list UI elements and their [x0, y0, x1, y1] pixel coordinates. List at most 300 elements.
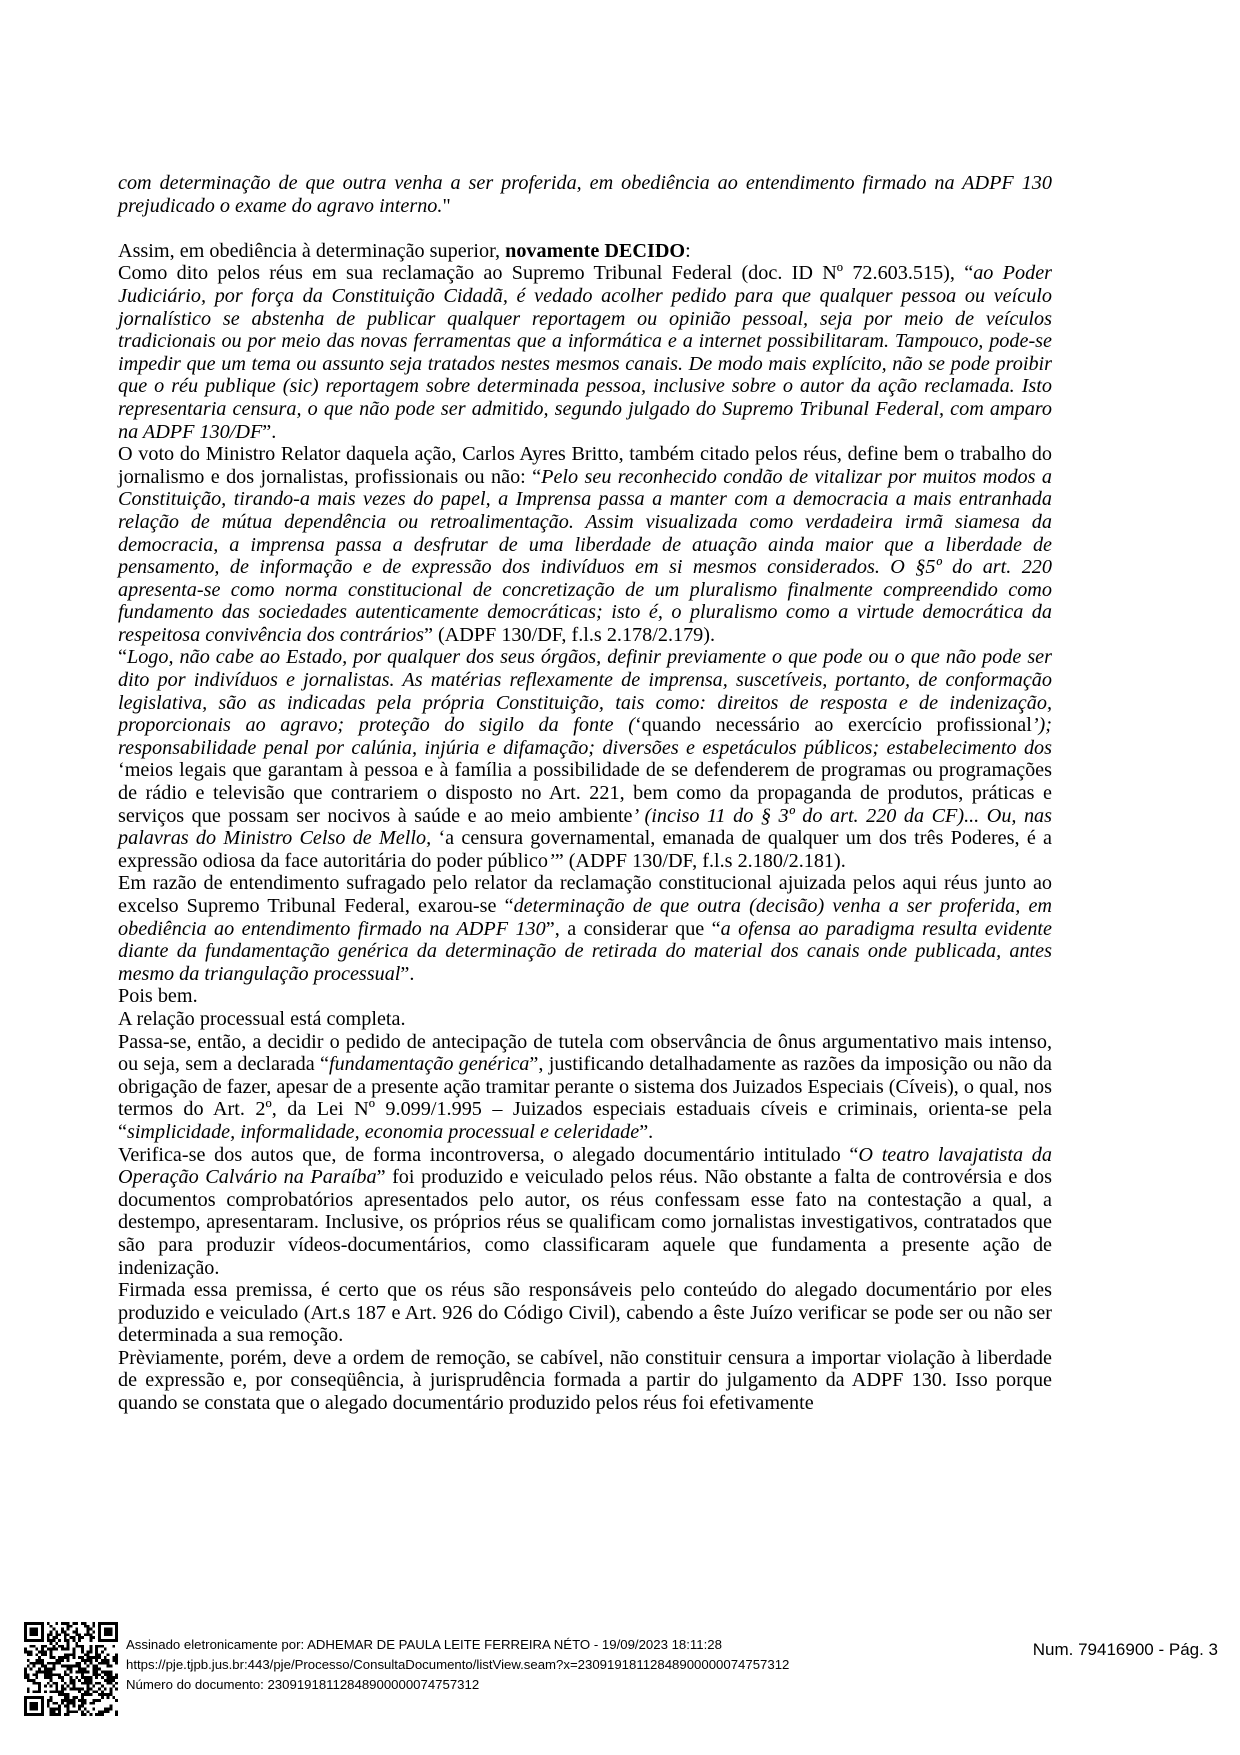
qr-module — [81, 1713, 84, 1716]
qr-module — [84, 1653, 87, 1656]
signature-footer — [126, 1635, 789, 1695]
qr-module — [61, 1699, 64, 1702]
qr-module — [109, 1665, 112, 1668]
qr-module — [72, 1710, 75, 1713]
qr-module — [33, 1696, 36, 1699]
qr-module — [70, 1682, 73, 1685]
qr-module — [84, 1633, 87, 1636]
qr-module — [98, 1713, 101, 1716]
qr-module — [72, 1685, 75, 1688]
qr-module — [47, 1622, 50, 1625]
qr-module — [112, 1639, 115, 1642]
qr-module — [115, 1631, 118, 1634]
qr-module — [33, 1662, 36, 1665]
qr-module — [95, 1648, 98, 1651]
qr-module — [70, 1699, 73, 1702]
qr-module — [72, 1639, 75, 1642]
qr-module — [24, 1710, 27, 1713]
qr-module — [87, 1628, 90, 1631]
qr-module — [35, 1633, 38, 1636]
document-url-link[interactable]: https://pje.tjpb.jus.br:443/pje/Processo/ConsultaDocumento/listView.seam?x=23091918112848900000074757312 — [126, 1657, 790, 1672]
qr-module — [52, 1656, 55, 1659]
qr-module — [87, 1665, 90, 1668]
qr-module — [35, 1696, 38, 1699]
qr-module — [24, 1648, 27, 1651]
qr-module — [109, 1670, 112, 1673]
qr-module — [75, 1631, 78, 1634]
qr-module — [64, 1648, 67, 1651]
qr-module — [84, 1625, 87, 1628]
qr-module — [115, 1633, 118, 1636]
qr-module — [27, 1665, 30, 1668]
qr-module — [50, 1662, 53, 1665]
qr-module — [109, 1682, 112, 1685]
qr-module — [104, 1710, 107, 1713]
qr-module — [38, 1682, 41, 1685]
qr-module — [115, 1713, 118, 1716]
qr-module — [70, 1710, 73, 1713]
qr-module — [67, 1710, 70, 1713]
qr-module — [44, 1676, 47, 1679]
qr-module — [67, 1673, 70, 1676]
paragraph-relator-understanding: Em razão de entendimento sufragado pelo relator da reclamação constitucional ajuizada pelos aqui réus junto ao excelso Supremo Tribunal Federal, exarou-se “determinação de que outra (decisão) venha a ser proferida, em obediência ao entendimento firmado na ADPF 130”, a considerar que “a ofensa ao paradigma resulta evidente diante da fundamentação genérica da determinação de retirada do material dos canais onde publicada, antes mesmo da triangulação processual”. — [118, 872, 1053, 985]
qr-module — [84, 1659, 87, 1662]
qr-module — [81, 1659, 84, 1662]
qr-module — [115, 1625, 118, 1628]
qr-module — [55, 1631, 58, 1634]
qr-module — [24, 1628, 27, 1631]
qr-module — [44, 1665, 47, 1668]
qr-module — [112, 1685, 115, 1688]
qr-module — [35, 1631, 38, 1634]
qr-module — [87, 1631, 90, 1634]
qr-module — [101, 1645, 104, 1648]
qr-module — [35, 1622, 38, 1625]
qr-module — [30, 1628, 33, 1631]
qr-module — [81, 1705, 84, 1708]
qr-module — [107, 1693, 110, 1696]
qr-module — [41, 1662, 44, 1665]
qr-module — [78, 1679, 81, 1682]
qr-module — [64, 1656, 67, 1659]
qr-module — [64, 1670, 67, 1673]
qr-module — [95, 1653, 98, 1656]
qr-module — [41, 1636, 44, 1639]
qr-module — [112, 1659, 115, 1662]
qr-module — [64, 1633, 67, 1636]
paragraph-relation-complete: A relação processual está completa. — [118, 1007, 406, 1030]
qr-module — [33, 1702, 36, 1705]
qr-module — [35, 1676, 38, 1679]
qr-module — [72, 1665, 75, 1668]
qr-module — [35, 1659, 38, 1662]
qr-module — [61, 1645, 64, 1648]
qr-module — [109, 1622, 112, 1625]
qr-module — [81, 1699, 84, 1702]
qr-module — [35, 1662, 38, 1665]
qr-module — [98, 1653, 101, 1656]
qr-module — [58, 1713, 61, 1716]
signed-by-line: Assinado eletronicamente por: ADHEMAR DE PAULA LEITE FERREIRA NÉTO - 19/09/2023 18:11:28 — [126, 1637, 722, 1652]
qr-module — [75, 1688, 78, 1691]
qr-module — [67, 1699, 70, 1702]
qr-module — [92, 1690, 95, 1693]
qr-module — [104, 1662, 107, 1665]
qr-module — [90, 1650, 93, 1653]
qr-module — [87, 1693, 90, 1696]
qr-module — [75, 1645, 78, 1648]
qr-module — [41, 1699, 44, 1702]
qr-module — [67, 1648, 70, 1651]
qr-module — [109, 1679, 112, 1682]
qr-module — [38, 1662, 41, 1665]
qr-module — [24, 1625, 27, 1628]
qr-module — [58, 1645, 61, 1648]
qr-module — [24, 1631, 27, 1634]
qr-module — [78, 1662, 81, 1665]
qr-module — [47, 1648, 50, 1651]
qr-module — [112, 1656, 115, 1659]
qr-module — [81, 1673, 84, 1676]
qr-module — [27, 1653, 30, 1656]
qr-module — [41, 1628, 44, 1631]
qr-module — [35, 1702, 38, 1705]
qr-module — [98, 1639, 101, 1642]
qr-module — [41, 1650, 44, 1653]
paragraph-reclamation-quote: Como dito pelos réus em sua reclamação ao Supremo Tribunal Federal (doc. ID Nº 72.603.515), “ao Poder Judiciário, por força da Constituição Cidadã, é vedado acolher pedido para que qualquer pessoa ou veículo jornalístico se abstenha de publicar qualquer reportagem ou opinião pessoal, seja por meio de veículos tradicionais ou por meio das novas ferramentas que a informática e a internet possibilitaram. Tampouco, pode-se impedir que um tema ou assunto seja tratados nestes mesmos canais. De modo mais explícito, não se pode proibir que o réu publique (sic) reportagem sobre determinada pessoa, inclusive sobre o autor da ação reclamada. Isto representaria censura, o que não pode ser admitido, segundo julgado do Supremo Tribunal Federal, com amparo na ADPF 130/DF”. — [118, 262, 1053, 443]
qr-module — [38, 1622, 41, 1625]
qr-module — [61, 1659, 64, 1662]
qr-module — [90, 1659, 93, 1662]
qr-module — [44, 1650, 47, 1653]
qr-module — [107, 1679, 110, 1682]
qr-module — [61, 1622, 64, 1625]
qr-module — [75, 1642, 78, 1645]
qr-module — [104, 1673, 107, 1676]
qr-module — [90, 1679, 93, 1682]
qr-module — [30, 1707, 33, 1710]
qr-module — [81, 1622, 84, 1625]
qr-module — [101, 1696, 104, 1699]
qr-module — [84, 1670, 87, 1673]
qr-module — [72, 1702, 75, 1705]
qr-module — [107, 1639, 110, 1642]
qr-module — [35, 1653, 38, 1656]
qr-module — [24, 1702, 27, 1705]
qr-module — [92, 1699, 95, 1702]
qr-module — [47, 1676, 50, 1679]
qr-module — [55, 1713, 58, 1716]
qr-module — [52, 1713, 55, 1716]
qr-module — [58, 1639, 61, 1642]
qr-module — [55, 1642, 58, 1645]
qr-module — [78, 1668, 81, 1671]
qr-module — [24, 1636, 27, 1639]
qr-module — [41, 1702, 44, 1705]
qr-module — [30, 1639, 33, 1642]
qr-module — [95, 1676, 98, 1679]
qr-module — [30, 1645, 33, 1648]
qr-module — [98, 1656, 101, 1659]
qr-module — [90, 1662, 93, 1665]
qr-module — [35, 1639, 38, 1642]
qr-module — [33, 1645, 36, 1648]
qr-module — [81, 1648, 84, 1651]
qr-module — [115, 1662, 118, 1665]
qr-module — [38, 1713, 41, 1716]
qr-module — [47, 1682, 50, 1685]
qr-module — [50, 1690, 53, 1693]
qr-module — [61, 1693, 64, 1696]
qr-module — [115, 1659, 118, 1662]
qr-module — [101, 1639, 104, 1642]
qr-module — [50, 1679, 53, 1682]
qr-module — [78, 1707, 81, 1710]
page-number-label: Num. 79416900 - Pág. 3 — [1032, 1640, 1218, 1659]
document-number-line: Número do documento: 23091918112848900000074757312 — [126, 1677, 480, 1692]
qr-module — [44, 1670, 47, 1673]
qr-module — [70, 1679, 73, 1682]
qr-module — [38, 1690, 41, 1693]
qr-module — [90, 1656, 93, 1659]
qr-module — [70, 1665, 73, 1668]
qr-module — [67, 1639, 70, 1642]
qr-module — [84, 1690, 87, 1693]
qr-module — [72, 1682, 75, 1685]
qr-module — [47, 1702, 50, 1705]
qr-module — [98, 1699, 101, 1702]
qr-module — [50, 1699, 53, 1702]
qr-module — [92, 1673, 95, 1676]
qr-module — [67, 1702, 70, 1705]
qr-module — [38, 1668, 41, 1671]
qr-module — [50, 1707, 53, 1710]
qr-module — [109, 1690, 112, 1693]
qr-module — [35, 1713, 38, 1716]
qr-module — [104, 1639, 107, 1642]
qr-module — [47, 1668, 50, 1671]
qr-module — [95, 1659, 98, 1662]
qr-module — [109, 1673, 112, 1676]
qr-module — [72, 1648, 75, 1651]
qr-module — [47, 1699, 50, 1702]
qr-module — [44, 1668, 47, 1671]
qr-module — [107, 1673, 110, 1676]
qr-module — [92, 1656, 95, 1659]
qr-module — [75, 1665, 78, 1668]
qr-module — [109, 1707, 112, 1710]
qr-module — [81, 1670, 84, 1673]
qr-module — [95, 1665, 98, 1668]
qr-module — [52, 1702, 55, 1705]
qr-module — [107, 1633, 110, 1636]
qr-module — [67, 1685, 70, 1688]
qr-module — [101, 1622, 104, 1625]
qr-module — [72, 1650, 75, 1653]
qr-module — [75, 1696, 78, 1699]
qr-module — [30, 1631, 33, 1634]
qr-module — [104, 1622, 107, 1625]
qr-module — [44, 1645, 47, 1648]
paragraph-minister-vote: O voto do Ministro Relator daquela ação, Carlos Ayres Britto, também citado pelos réus, define bem o trabalho do jornalismo e dos jornalistas, profissionais ou não: “Pelo seu reconhecido condão de vitalizar por muitos modos a Constituição, tirando-a mais vezes do papel, a Imprensa passa a manter com a democracia a mais entranhada relação de mútua dependência ou retroalimentação. Assim visualizada como verdadeira irmã siamesa da democracia, a imprensa passa a desfrutar de uma liberdade de atuação ainda maior que a liberdade de pensamento, de informação e de expressão dos indivíduos em si mesmos considerados. O §5º do art. 220 apresenta-se como norma constitucional de concretização de um pluralismo finalmente compreendido como fundamento das sociedades autenticamente democráticas; isto é, o pluralismo como a virtude democrática da respeitosa convivência dos contrários” (ADPF 130/DF, f.l.s 2.178/2.179). — [118, 443, 1052, 646]
qr-module — [33, 1622, 36, 1625]
qr-module — [98, 1682, 101, 1685]
qr-module — [109, 1631, 112, 1634]
qr-module — [52, 1690, 55, 1693]
qr-module — [47, 1705, 50, 1708]
qr-module — [58, 1662, 61, 1665]
qr-module — [41, 1707, 44, 1710]
qr-module — [81, 1645, 84, 1648]
qr-module — [30, 1713, 33, 1716]
qr-module — [55, 1662, 58, 1665]
qr-module — [87, 1653, 90, 1656]
qr-module — [90, 1702, 93, 1705]
qr-module — [50, 1710, 53, 1713]
qr-module — [67, 1625, 70, 1628]
qr-module — [107, 1622, 110, 1625]
qr-module — [38, 1670, 41, 1673]
qr-module — [81, 1688, 84, 1691]
qr-module — [67, 1707, 70, 1710]
qr-module — [107, 1631, 110, 1634]
qr-module — [24, 1668, 27, 1671]
qr-module — [90, 1676, 93, 1679]
qr-module — [27, 1639, 30, 1642]
qr-module — [112, 1679, 115, 1682]
qr-module — [52, 1673, 55, 1676]
qr-module — [67, 1665, 70, 1668]
qr-module — [50, 1650, 53, 1653]
qr-module — [72, 1622, 75, 1625]
qr-module — [50, 1653, 53, 1656]
qr-module — [55, 1702, 58, 1705]
qr-module — [64, 1639, 67, 1642]
paragraph-quote-end: com determinação de que outra venha a ser proferida, em obediência ao entendimento firmado na ADPF 130 prejudicado o exame do agravo interno." — [118, 172, 1052, 217]
qr-module — [64, 1699, 67, 1702]
qr-module — [98, 1631, 101, 1634]
qr-module — [92, 1707, 95, 1710]
qr-module — [52, 1662, 55, 1665]
qr-module — [115, 1710, 118, 1713]
qr-module — [92, 1665, 95, 1668]
qr-module — [115, 1656, 118, 1659]
qr-module — [78, 1636, 81, 1639]
qr-module — [38, 1696, 41, 1699]
qr-module — [33, 1707, 36, 1710]
qr-module — [90, 1682, 93, 1685]
qr-module — [81, 1693, 84, 1696]
qr-module — [78, 1699, 81, 1702]
qr-module — [64, 1653, 67, 1656]
qr-module — [27, 1679, 30, 1682]
qr-module — [27, 1673, 30, 1676]
qr-module — [24, 1650, 27, 1653]
qr-module — [38, 1659, 41, 1662]
qr-module — [38, 1639, 41, 1642]
qr-module — [104, 1659, 107, 1662]
qr-module — [115, 1622, 118, 1625]
qr-module — [78, 1645, 81, 1648]
qr-module — [81, 1636, 84, 1639]
qr-module — [33, 1690, 36, 1693]
qr-module — [41, 1710, 44, 1713]
qr-module — [64, 1696, 67, 1699]
qr-module — [72, 1656, 75, 1659]
qr-module — [112, 1676, 115, 1679]
qr-module — [75, 1662, 78, 1665]
qr-module — [98, 1633, 101, 1636]
qr-module — [61, 1648, 64, 1651]
qr-module — [33, 1665, 36, 1668]
qr-module — [84, 1662, 87, 1665]
qr-module — [58, 1707, 61, 1710]
qr-module — [33, 1705, 36, 1708]
qr-module — [90, 1648, 93, 1651]
qr-module — [72, 1696, 75, 1699]
qr-module — [104, 1707, 107, 1710]
qr-code-graphic — [24, 1622, 118, 1716]
qr-module — [47, 1662, 50, 1665]
qr-module — [33, 1673, 36, 1676]
qr-module — [35, 1648, 38, 1651]
qr-module — [30, 1650, 33, 1653]
qr-module — [41, 1625, 44, 1628]
qr-module — [61, 1631, 64, 1634]
qr-module — [101, 1650, 104, 1653]
qr-module — [30, 1696, 33, 1699]
qr-module — [30, 1662, 33, 1665]
qr-module — [87, 1676, 90, 1679]
qr-module — [30, 1705, 33, 1708]
qr-module — [61, 1676, 64, 1679]
qr-module — [52, 1668, 55, 1671]
qr-module — [81, 1656, 84, 1659]
qr-module — [52, 1710, 55, 1713]
blank-line — [118, 217, 1052, 240]
qr-module — [55, 1636, 58, 1639]
qr-module — [72, 1631, 75, 1634]
qr-module — [33, 1628, 36, 1631]
qr-module — [98, 1693, 101, 1696]
qr-module — [41, 1622, 44, 1625]
qr-module — [104, 1633, 107, 1636]
qr-module — [44, 1673, 47, 1676]
qr-module — [81, 1650, 84, 1653]
qr-module — [67, 1653, 70, 1656]
qr-module — [50, 1633, 53, 1636]
qr-module — [95, 1699, 98, 1702]
qr-module — [104, 1670, 107, 1673]
qr-module — [75, 1710, 78, 1713]
qr-module — [24, 1633, 27, 1636]
qr-module — [75, 1628, 78, 1631]
qr-module — [41, 1696, 44, 1699]
qr-module — [70, 1688, 73, 1691]
qr-module — [27, 1696, 30, 1699]
qr-module — [55, 1673, 58, 1676]
qr-code-icon — [24, 1622, 118, 1716]
qr-module — [87, 1685, 90, 1688]
qr-module — [115, 1688, 118, 1691]
qr-module — [78, 1656, 81, 1659]
qr-module — [84, 1679, 87, 1682]
qr-module — [115, 1682, 118, 1685]
qr-module — [104, 1656, 107, 1659]
qr-module — [58, 1693, 61, 1696]
qr-module — [24, 1705, 27, 1708]
qr-module — [64, 1682, 67, 1685]
